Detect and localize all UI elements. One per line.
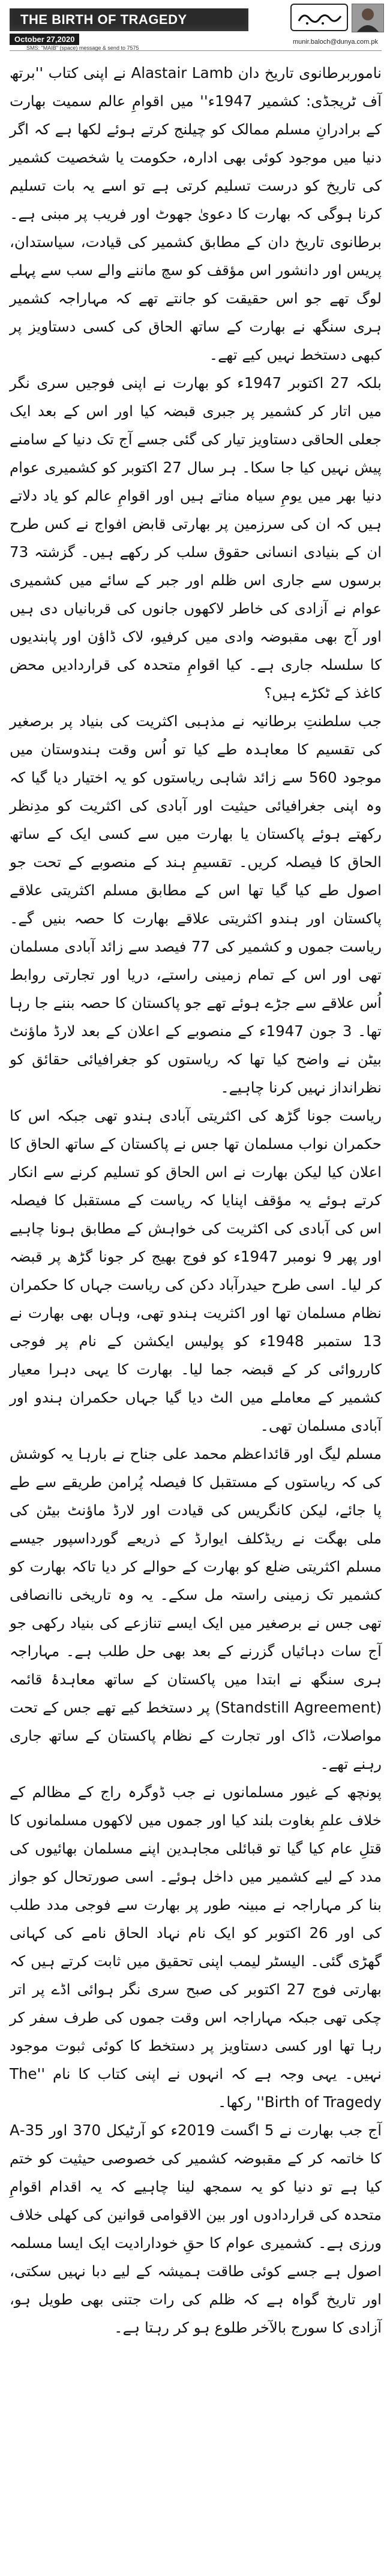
article-paragraph: جب سلطنتِ برطانیہ نے مذہبی اکثریت کی بنیاد پر برصغیر کی تقسیم کا معاہدہ طے کیا تو اُس وقت ہندوستان میں موجود 560 سے زائد شاہی ریاستوں کو یہ اختیار دیا گیا کہ وہ اپنی جغرافیائی حیثیت اور آبادی کی اکثریت کو مدِنظر رکھتے ہوئے پاکستان یا بھارت میں سے کسی ایک کے ساتھ الحاق کا فیصلہ کریں۔ تقسیمِ ہند کے منصوبے کے تحت جو اصول طے کیا گیا تھا اس کے مطابق مسلم اکثریتی علاقے پاکستان اور ہندو اکثریتی علاقے بھارت کا حصہ بنیں گے۔ ریاست جموں و کشمیر کی 77 فیصد سے زائد آبادی مسلمان تھی اور اس کے تمام زمینی راستے، دریا اور تجارتی روابط اُس علاقے سے جڑے ہوئے تھے جو پاکستان کا حصہ بننے جا رہا تھا۔ 3 جون 1947ء کے منصوبے کے اعلان کے بعد لارڈ ماؤنٹ بیٹن نے واضح کیا تھا کہ ریاستوں کو جغرافیائی حقائق کو نظرانداز نہیں کرنا چاہیے۔ bbox=[10, 712, 382, 1096]
column-title-bar bbox=[10, 8, 248, 31]
column-title: THE BIRTH OF TRAGEDY bbox=[20, 12, 187, 27]
logo-calligraphy-icon bbox=[295, 8, 343, 27]
column-logo bbox=[290, 4, 348, 31]
publish-date: October 27,2020 bbox=[10, 34, 79, 45]
article-paragraph: ریاست جونا گڑھ کی اکثریتی آبادی ہندو تھی جبکہ اس کا حکمران نواب مسلمان تھا جس نے پاکستان کے ساتھ الحاق کا اعلان کیا لیکن بھارت نے اس الحاق کو تسلیم کرنے سے انکار کرتے ہوئے یہ مؤقف اپنایا کہ ریاست کے مستقبل کا فیصلہ اس کی آبادی کی اکثریت کی خواہش کے مطابق ہونا چاہیے اور پھر 9 نومبر 1947ء کو فوج بھیج کر جونا گڑھ پر قبضہ کر لیا۔ اسی طرح حیدرآباد دکن کی ریاست جہاں کا حکمران نظام مسلمان تھا اور اکثریت ہندو تھی، وہاں بھی بھارت نے 13 ستمبر 1948ء کو پولیس ایکشن کے نام پر فوجی کارروائی کر کے قبضہ جما لیا۔ بھارت کا یہی دہرا معیار کشمیر کے معاملے میں الٹ دیا گیا جہاں حکمران ہندو اور آبادی مسلمان تھی۔ bbox=[10, 1107, 382, 1434]
column-info-bar bbox=[10, 32, 382, 51]
article-paragraph: بلکہ 27 اکتوبر 1947ء کو بھارت نے اپنی فوجیں سری نگر میں اتار کر کشمیر پر جبری قبضہ کیا اور اس کے بعد ایک جعلی الحاقی دستاویز تیار کی گئی جسے آج تک دنیا کے سامنے پیش نہیں کیا جا سکا۔ ہر سال 27 اکتوبر کو کشمیری عوام دنیا بھر میں یومِ سیاہ مناتے ہیں اور اقوامِ عالم کو یاد دلاتے ہیں کہ ان کی سرزمین پر بھارتی قابض افواج نے کس طرح ان کے بنیادی انسانی حقوق سلب کر رکھے ہیں۔ گزشتہ 73 برسوں سے جاری اس ظلم اور جبر کے سائے میں کشمیری عوام نے آزادی کی خاطر لاکھوں جانوں کی قربانیاں دی ہیں اور آج بھی مقبوضہ وادی میں کرفیو، لاک ڈاؤن اور پابندیوں کا سلسلہ جاری ہے۔ کیا اقوامِ متحدہ کی قراردادیں محض کاغذ کے ٹکڑے ہیں؟ bbox=[10, 374, 382, 702]
article-paragraph: پونچھ کے غیور مسلمانوں نے جب ڈوگرہ راج کے مظالم کے خلاف علمِ بغاوت بلند کیا اور جموں میں لاکھوں مسلمانوں کا قتلِ عام کیا گیا تو قبائلی مجاہدین اپنے مسلمان بھائیوں کی مدد کے لیے کشمیر میں داخل ہوئے۔ اسی صورتحال کو جواز بنا کر مہاراجہ نے مبینہ طور پر بھارت سے فوجی مدد طلب کی اور 26 اکتوبر کو ایک نام نہاد الحاق نامے کی کہانی گھڑی گئی۔ الیسٹر لیمب اپنی تحقیق میں ثابت کرتے ہیں کہ بھارتی فوج 27 اکتوبر کی صبح سری نگر ہوائی اڈے پر اتر چکی تھی جبکہ مہاراجہ اس وقت جموں کی طرف سفر کر رہا تھا اور کسی دستاویز پر دستخط کا کوئی ثبوت موجود نہیں۔ یہی وجہ ہے کہ انہوں نے اپنی کتاب کا نام ''The Birth of Tragedy'' رکھا۔ bbox=[10, 1783, 382, 2111]
author-avatar bbox=[352, 4, 384, 32]
author-email[interactable]: munir.baloch@dunya.com.pk bbox=[292, 38, 378, 46]
article-paragraph: مسلم لیگ اور قائداعظم محمد علی جناح نے بارہا یہ کوشش کی کہ ریاستوں کے مستقبل کا فیصلہ پُرامن طریقے سے طے پا جائے، لیکن کانگریس کی قیادت اور لارڈ ماؤنٹ بیٹن کی ملی بھگت نے ریڈکلف ایوارڈ کے ذریعے گورداسپور جیسے مسلم اکثریتی ضلع کو بھارت کے حوالے کر دیا تاکہ بھارت کو کشمیر تک زمینی راستہ مل سکے۔ یہ وہ تاریخی ناانصافی تھی جس نے برصغیر میں ایک ایسے تنازعے کی بنیاد رکھی جو آج سات دہائیاں گزرنے کے بعد بھی حل طلب ہے۔ مہاراجہ ہری سنگھ نے ابتدا میں پاکستان کے ساتھ معاہدۂ قائمہ (Standstill Agreement) پر دستخط کیے تھے جس کے تحت مواصلات، ڈاک اور تجارت کے نظام پاکستان کے ساتھ جاری رہنے تھے۔ bbox=[10, 1445, 382, 1772]
article-body bbox=[10, 59, 382, 2342]
column-header bbox=[0, 0, 390, 57]
sms-instruction: SMS: "MAIB" (space) message & send to 7575 bbox=[26, 45, 139, 51]
article-paragraph: ناموربرطانوی تاریخ دان Alastair Lamb نے اپنی کتاب ''برتھ آف ٹریجڈی: کشمیر 1947ء'' میں اقوامِ عالم سمیت بھارت کے برادرانِ مسلم ممالک کو چیلنج کرتے ہوئے لکھا ہے کہ اگر دنیا میں موجود کوئی بھی ادارہ، حکومت یا شخصیت کشمیر کی تاریخ کو درست تسلیم کرتی ہے تو اسے یہ بات تسلیم کرنا ہوگی کہ بھارت کا دعویٰ جھوٹ اور فریب پر مبنی ہے۔ برطانوی تاریخ دان کے مطابق کشمیر کی قیادت، سیاستدان، پریس اور دانشور اس مؤقف کو سچ ماننے والے سب سے پہلے لوگ تھے جو اس حقیقت کو جانتے تھے کہ مہاراجہ کشمیر ہری سنگھ نے بھارت کے ساتھ الحاق کی کسی دستاویز پر کبھی دستخط نہیں کیے تھے۔ bbox=[10, 64, 382, 363]
article-paragraph: آج جب بھارت نے 5 اگست 2019ء کو آرٹیکل 370 اور 35-A کا خاتمہ کر کے مقبوضہ کشمیر کی خصوصی حیثیت کو ختم کیا ہے تو دنیا کو یہ سمجھ لینا چاہیے کہ یہ اقدام اقوامِ متحدہ کی قراردادوں اور بین الاقوامی قوانین کی کھلی خلاف ورزی ہے۔ کشمیری عوام کا حقِ خودارادیت ایک ایسا مسلمہ اصول ہے جسے کوئی طاقت ہمیشہ کے لیے دبا نہیں سکتی، اور تاریخ گواہ ہے کہ ظلم کی رات جتنی بھی طویل ہو، آزادی کا سورج بالآخر طلوع ہو کر رہتا ہے۔ bbox=[10, 2121, 382, 2336]
author-avatar-icon bbox=[352, 4, 383, 32]
